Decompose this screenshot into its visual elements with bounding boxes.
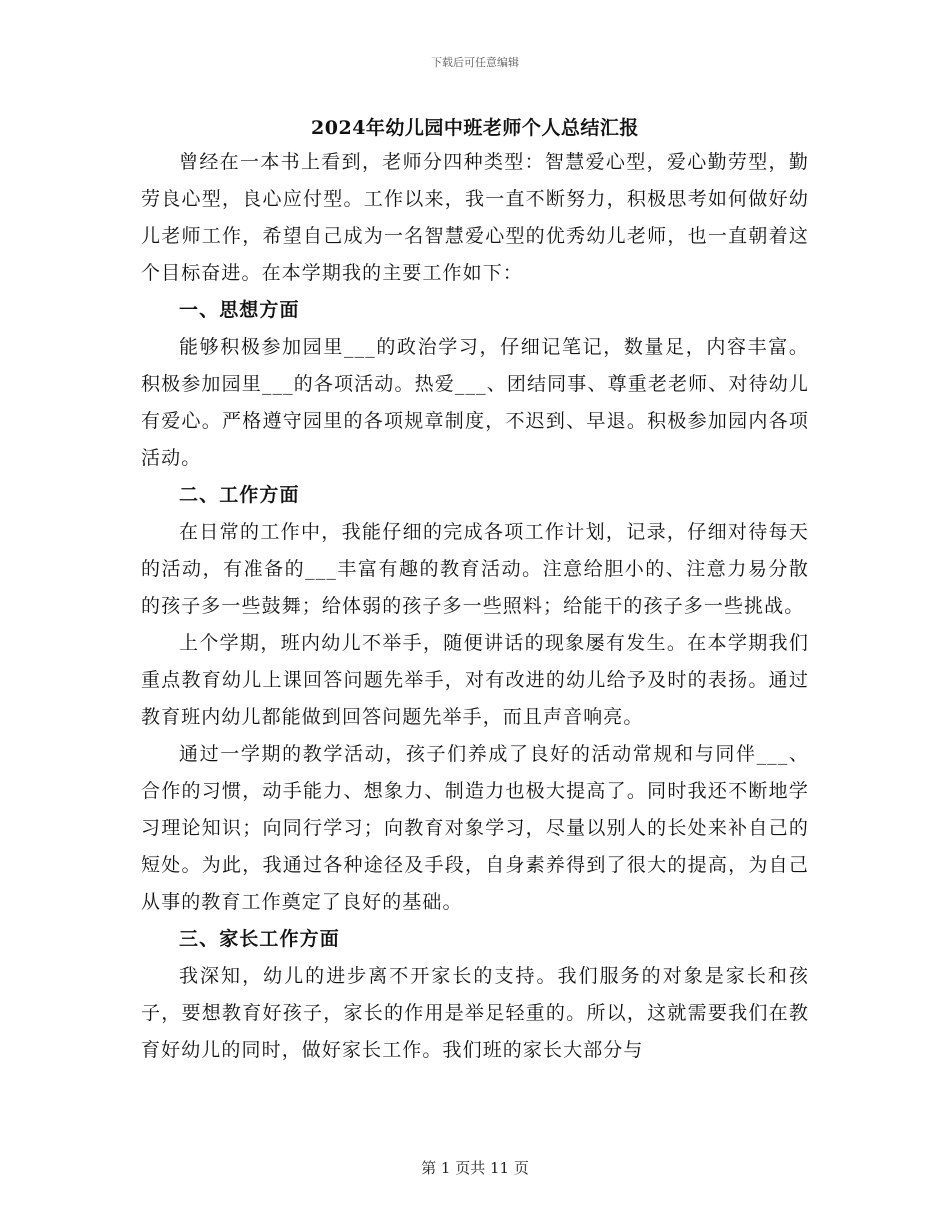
section-heading-parents: 三、家长工作方面 [179, 928, 340, 950]
section-ideology-paragraph: 能够积极参加园里___的政治学习，仔细记笔记，数量足，内容丰富。积极参加园里___的各项活动。热爱___、团结同事、尊重老老师、对待幼儿有爱心。严格遵守园里的各项规章制度，不迟到、早退。积极参加园内各项活动。 [141, 336, 809, 469]
section-parents-paragraph: 我深知，幼儿的进步离不开家长的支持。我们服务的对象是家长和孩子，要想教育好孩子，家长的作用是举足轻重的。所以，这就需要我们在教育好幼儿的同时，做好家长工作。我们班的家长大部分与 [141, 965, 809, 1061]
section-work-paragraph-3: 通过一学期的教学活动，孩子们养成了良好的活动常规和与同伴___、合作的习惯，动手能力、想象力、制造力也极大提高了。同时我还不断地学习理论知识；向同行学习；向教育对象学习，尽量以别人的长处来补自己的短处。为此，我通过各种途径及手段，自身素养得到了很大的提高，为自己从事的教育工作奠定了良好的基础。 [141, 743, 809, 913]
page-number: 第 1 页共 11 页 [421, 1159, 529, 1177]
section-heading-ideology: 一、思想方面 [179, 299, 300, 321]
document-title: 2024年幼儿园中班老师个人总结汇报 [311, 117, 639, 139]
section-work-paragraph-1: 在日常的工作中，我能仔细的完成各项工作计划，记录，仔细对待每天的活动，有准备的___丰富有趣的教育活动。注意给胆小的、注意力易分散的孩子多一些鼓舞；给体弱的孩子多一些照料；给能干的孩子多一些挑战。 [141, 521, 809, 617]
intro-paragraph: 曾经在一本书上看到，老师分四种类型：智慧爱心型，爱心勤劳型，勤劳良心型，良心应付型。工作以来，我一直不断努力，积极思考如何做好幼儿老师工作，希望自己成为一名智慧爱心型的优秀幼儿老师，也一直朝着这个目标奋进。在本学期我的主要工作如下： [141, 151, 809, 284]
document-body [141, 112, 809, 1069]
section-work-paragraph-2: 上个学期，班内幼儿不举手，随便讲话的现象屡有发生。在本学期我们重点教育幼儿上课回答问题先举手，对有改进的幼儿给予及时的表扬。通过教育班内幼儿都能做到回答问题先举手，而且声音响亮。 [141, 632, 809, 728]
download-note: 下载后可任意编辑 [431, 56, 519, 69]
section-heading-work: 二、工作方面 [179, 484, 300, 506]
